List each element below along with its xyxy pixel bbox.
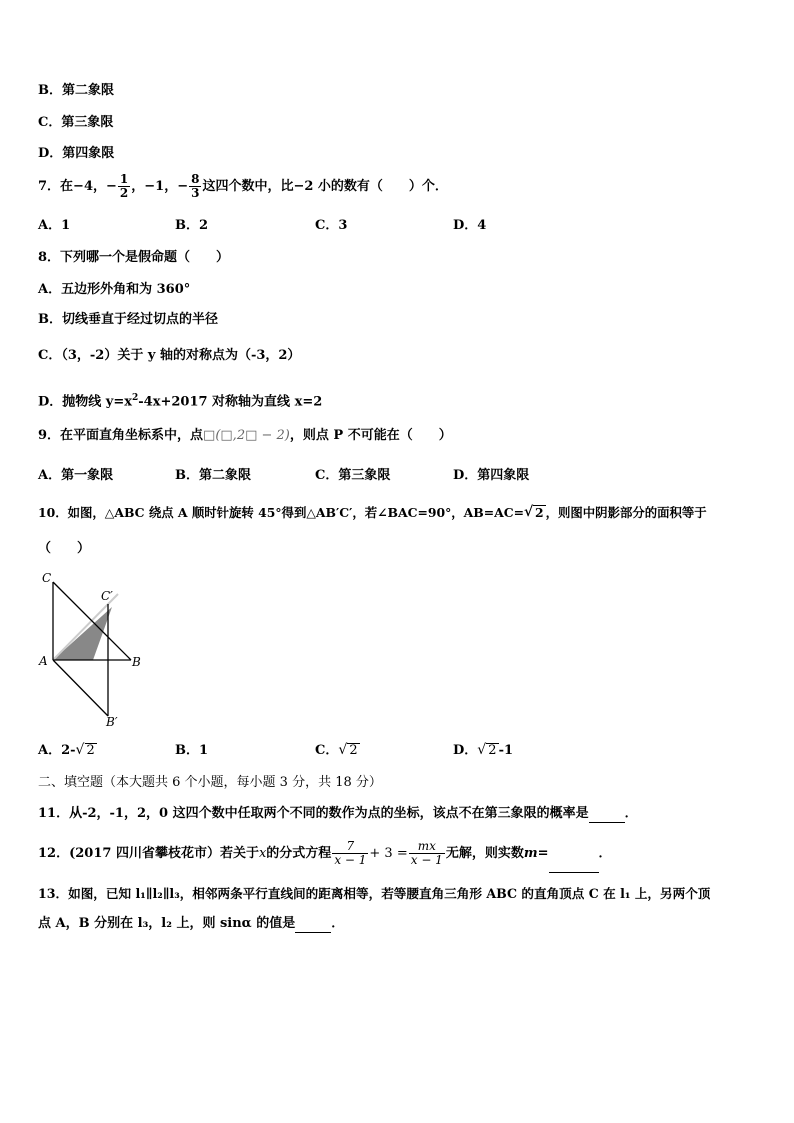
- q9-point-expression: □(□,2□ − 2): [203, 428, 290, 443]
- q7-fraction-2: $\frac{8}{3}$: [191, 172, 200, 200]
- q6-option-c: C．第三象限: [38, 115, 114, 130]
- q7-option-d: D．4: [453, 218, 487, 233]
- q7-fraction-1: $\frac{1}{2}$: [119, 172, 129, 200]
- q9-stem: 9．在平面直角坐标系中，点□(□,2□ − 2)，则点 P 不可能在（ ）: [38, 428, 452, 443]
- q10-sqrt-2: √ 2: [524, 504, 544, 520]
- q10-blank-parens: （ ）: [38, 541, 91, 556]
- q7-stem: [38, 172, 448, 202]
- q8-option-b: B．切线垂直于经过切点的半径: [38, 312, 218, 327]
- q12-fraction-2: $\frac{mx}{x - 1}$: [410, 839, 443, 867]
- q9-option-a: A．第一象限: [38, 468, 114, 483]
- q10-option-a: A．2- √ 2: [38, 742, 95, 758]
- q10-triangle-figure: [34, 566, 164, 734]
- segment-a-bprime: [53, 660, 108, 716]
- q10-stem: 10．如图，△ABC 绕点 A 顺时针旋转 45°得到△AB′C′，若∠BAC=90°，AB=AC= √ 2 ，则图中阴影部分的面积等于: [38, 504, 707, 520]
- q7-option-b: B．2: [175, 218, 209, 233]
- q7-tail: 这四个数中，比−2 小的数有（ ）个．: [202, 179, 448, 194]
- q8-option-c: C．（3，-2）关于 y 轴的对称点为（-3，2）: [38, 348, 301, 363]
- q11-answer-blank: [589, 806, 625, 823]
- q7-option-c: C．3: [315, 218, 348, 233]
- q7-lead: 7．在−4，−: [38, 179, 117, 194]
- q6-option-b: B．第二象限: [38, 83, 114, 98]
- q12-fraction-1: $\frac{7}{x - 1}$: [334, 839, 367, 867]
- q12-answer-blank: [549, 836, 599, 873]
- q10-option-c: C． √ 2: [315, 742, 358, 758]
- label-c-prime: C′: [101, 589, 113, 603]
- q13-line-1: 13．如图，已知 l₁∥l₂∥l₃，相邻两条平行直线间的距离相等，若等腰直角三角形 ABC 的直角顶点 C 在 l₁ 上，另两个顶: [38, 886, 711, 901]
- label-b-prime: B′: [106, 715, 118, 729]
- q8-option-d: D．抛物线 $y=x^2-4x+2017$ 对称轴为直线 x=2: [38, 393, 323, 410]
- label-a: A: [39, 654, 48, 668]
- q9-option-c: C．第三象限: [315, 468, 391, 483]
- label-c: C: [42, 571, 52, 585]
- q9-option-d: D．第四象限: [453, 468, 530, 483]
- q10-option-b: B．1: [175, 743, 209, 758]
- q8-option-a: A．五边形外角和为 360°: [38, 282, 191, 297]
- section-fill-in-heading: 二、填空题（本大题共 6 个小题，每小题 3 分，共 18 分）: [38, 775, 382, 790]
- q7-mid: ，−1，−: [131, 179, 189, 194]
- q6-option-d: D．第四象限: [38, 146, 115, 161]
- q13-answer-blank: [295, 916, 331, 933]
- label-b: B: [132, 655, 141, 669]
- q7-option-a: A．1: [38, 218, 71, 233]
- q13-line-2: 点 A，B 分别在 l₃，l₂ 上，则 sinα 的值是 ．: [38, 916, 345, 931]
- q11-stem: 11．从-2，-1，2，0 这四个数中任取两个不同的数作为点的坐标，该点不在第三象限的概率是 ．: [38, 806, 638, 821]
- q9-option-b: B．第二象限: [175, 468, 251, 483]
- q10-option-d: D． √ 2 -1: [453, 742, 514, 758]
- q12-stem: 12．(2017 四川省攀枝花市）若关于x的分式方程 $\frac{7}{x - 1}$ + 3 = $\frac{mx}{x - 1}$ 无解，则实数m= ．: [38, 836, 612, 873]
- q8-stem: 8．下列哪一个是假命题（ ）: [38, 250, 230, 265]
